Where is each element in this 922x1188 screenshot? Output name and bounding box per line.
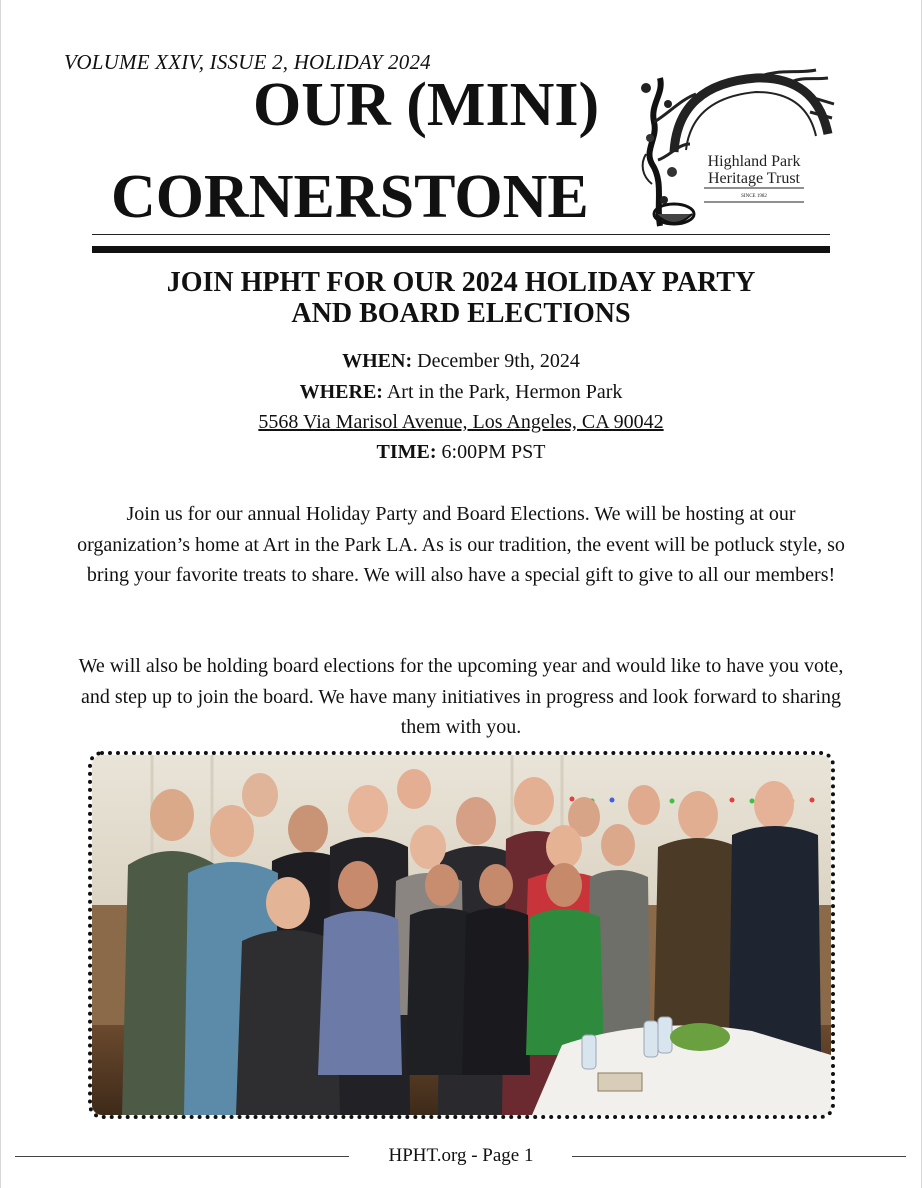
logo-since-text: SINCE 1982: [741, 194, 767, 199]
newsletter-title-line2: CORNERSTONE: [111, 163, 589, 231]
volume-issue-line: VOLUME XXIV, ISSUE 2, HOLIDAY 2024: [64, 50, 431, 74]
header-rule-thin: [92, 234, 830, 235]
logo-text-line1: Highland Park: [707, 153, 801, 170]
article-headline-line1: JOIN HPHT FOR OUR 2024 HOLIDAY PARTY: [166, 267, 756, 298]
article-paragraph-1: Join us for our annual Holiday Party and Board Elections. We will be hosting at our organization’s home at Art in the Park LA. As is our tradition, the event will be potluck style, so bring your favorite treats to share. We will also have a special gift to give to all our members!: [77, 503, 845, 586]
logo-text-line2: Heritage Trust: [708, 170, 800, 187]
where-label: WHERE:: [299, 381, 383, 403]
group-photo-image: [92, 755, 831, 1115]
when-label: WHEN:: [342, 350, 413, 372]
article-paragraph-2: We will also be holding board elections for the upcoming year and would like to have you vote, and step up to join the board. We have many initiatives in progress and look forward to sharing them with you.: [78, 655, 844, 738]
hpht-logo: [638, 64, 836, 234]
newsletter-title-line1: OUR (MINI): [253, 71, 600, 139]
when-value: December 9th, 2024: [417, 350, 580, 372]
article-headline-line2: AND BOARD ELECTIONS: [291, 298, 631, 329]
where-value: Art in the Park, Hermon Park: [386, 381, 623, 403]
event-address-link[interactable]: 5568 Via Marisol Avenue, Los Angeles, CA 90042: [258, 411, 664, 433]
event-time: [0, 441, 922, 463]
time-label: TIME:: [376, 441, 437, 463]
event-where: [0, 381, 922, 403]
group-photo: [88, 751, 835, 1119]
page-footer: HPHT.org - Page 1: [388, 1145, 534, 1166]
time-value: 6:00PM PST: [441, 441, 546, 463]
header-rule-thick: [92, 246, 830, 253]
page-edge-left: [0, 0, 1, 1188]
event-when: [0, 350, 922, 372]
